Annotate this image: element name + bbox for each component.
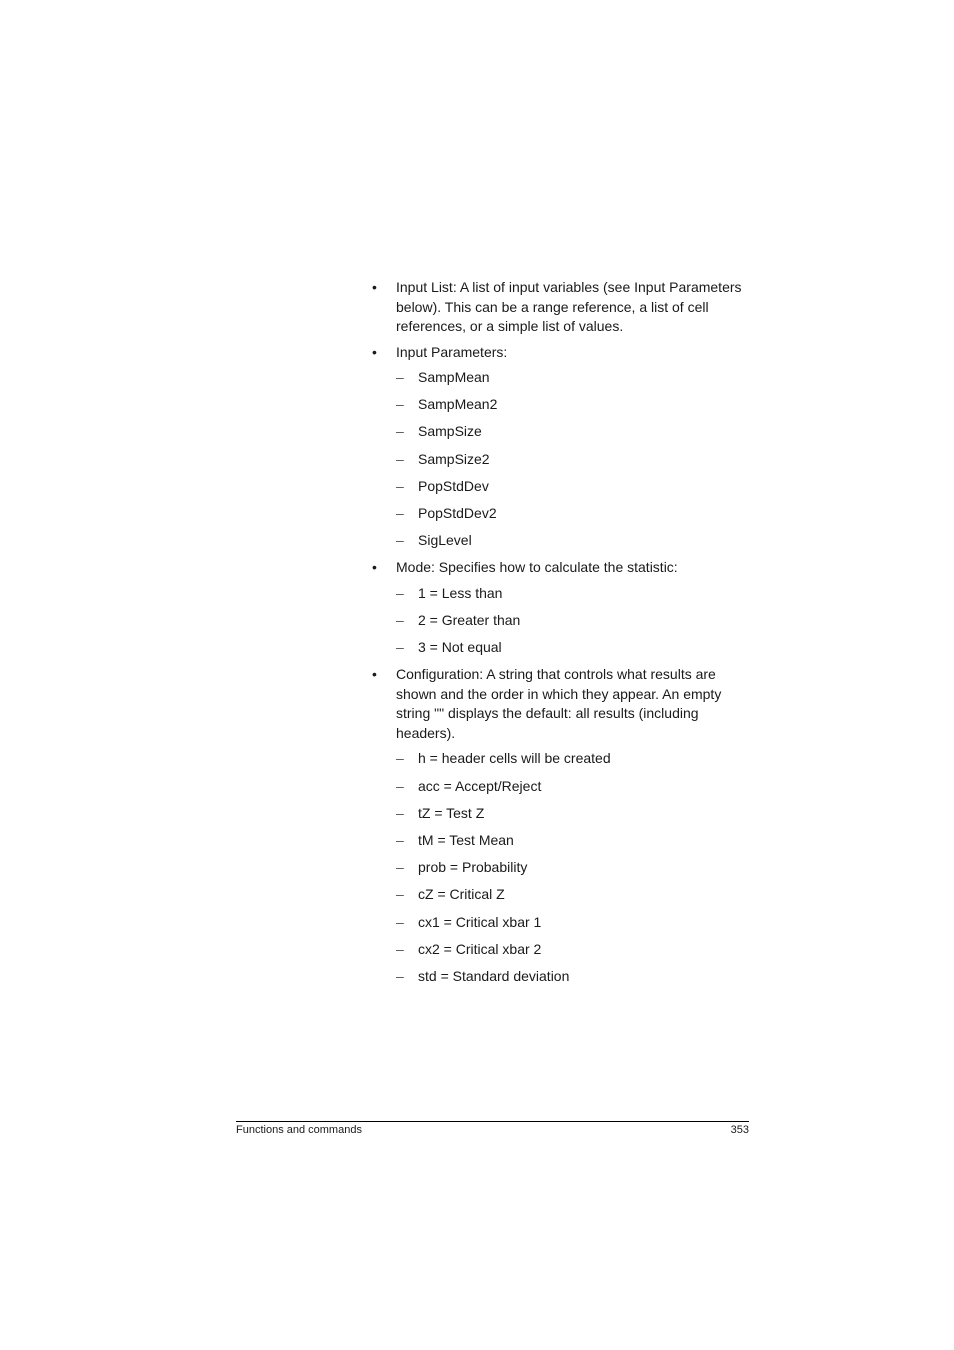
sub-item: – PopStdDev [396, 477, 489, 494]
bullet-text: Input List: A list of input variables (see Input Parameters below). This can be a range reference, a list of cell references, or a simple list of values. [396, 279, 742, 334]
bullet-mode: • Mode: Specifies how to calculate the statistic: [372, 559, 678, 576]
sub-item: – cx1 = Critical xbar 1 [396, 913, 542, 930]
sub-item: – SigLevel [396, 532, 472, 549]
sub-item: – tM = Test Mean [396, 831, 514, 848]
page-footer [236, 1121, 749, 1136]
bullet-input-list: • Input List: A list of input variables (see Input Parameters below). This can be a range reference, a list of cell references, or a simple list of values. [372, 279, 742, 334]
sub-item: – cZ = Critical Z [396, 886, 505, 903]
sub-item: – 1 = Less than [396, 584, 503, 601]
sub-item: – SampSize2 [396, 450, 490, 467]
sub-item: – SampSize [396, 423, 482, 440]
sub-item: – cx2 = Critical xbar 2 [396, 940, 542, 957]
bullet-text: Mode: Specifies how to calculate the statistic: [396, 559, 678, 576]
sub-item: – 2 = Greater than [396, 612, 521, 628]
sub-item: – PopStdDev2 [396, 504, 497, 521]
sub-item: – SampMean [396, 369, 490, 385]
page-number: 353 [730, 1124, 749, 1136]
bullet-text: Configuration: A string that controls what results are shown and the order in which they appear. An empty string "" displays the default: all results (including headers). [396, 666, 722, 741]
sub-item: – prob = Probability [396, 859, 528, 876]
bullet-configuration: • Configuration: A string that controls what results are shown and the order in which they appear. An empty string "" displays the default: all results (including headers). [372, 666, 722, 741]
page-content [372, 278, 752, 994]
sub-item: – h = header cells will be created [396, 750, 611, 767]
bullet-text: Input Parameters: [396, 343, 508, 360]
sub-item: – 3 = Not equal [396, 639, 502, 656]
sub-item: – SampMean2 [396, 396, 498, 413]
bullet-input-parameters: • Input Parameters: [372, 343, 508, 360]
sub-item: – std = Standard deviation [396, 967, 570, 984]
footer-section-title: Functions and commands [236, 1124, 362, 1136]
sub-item: – tZ = Test Z [396, 804, 485, 821]
sub-item: – acc = Accept/Reject [396, 777, 542, 794]
